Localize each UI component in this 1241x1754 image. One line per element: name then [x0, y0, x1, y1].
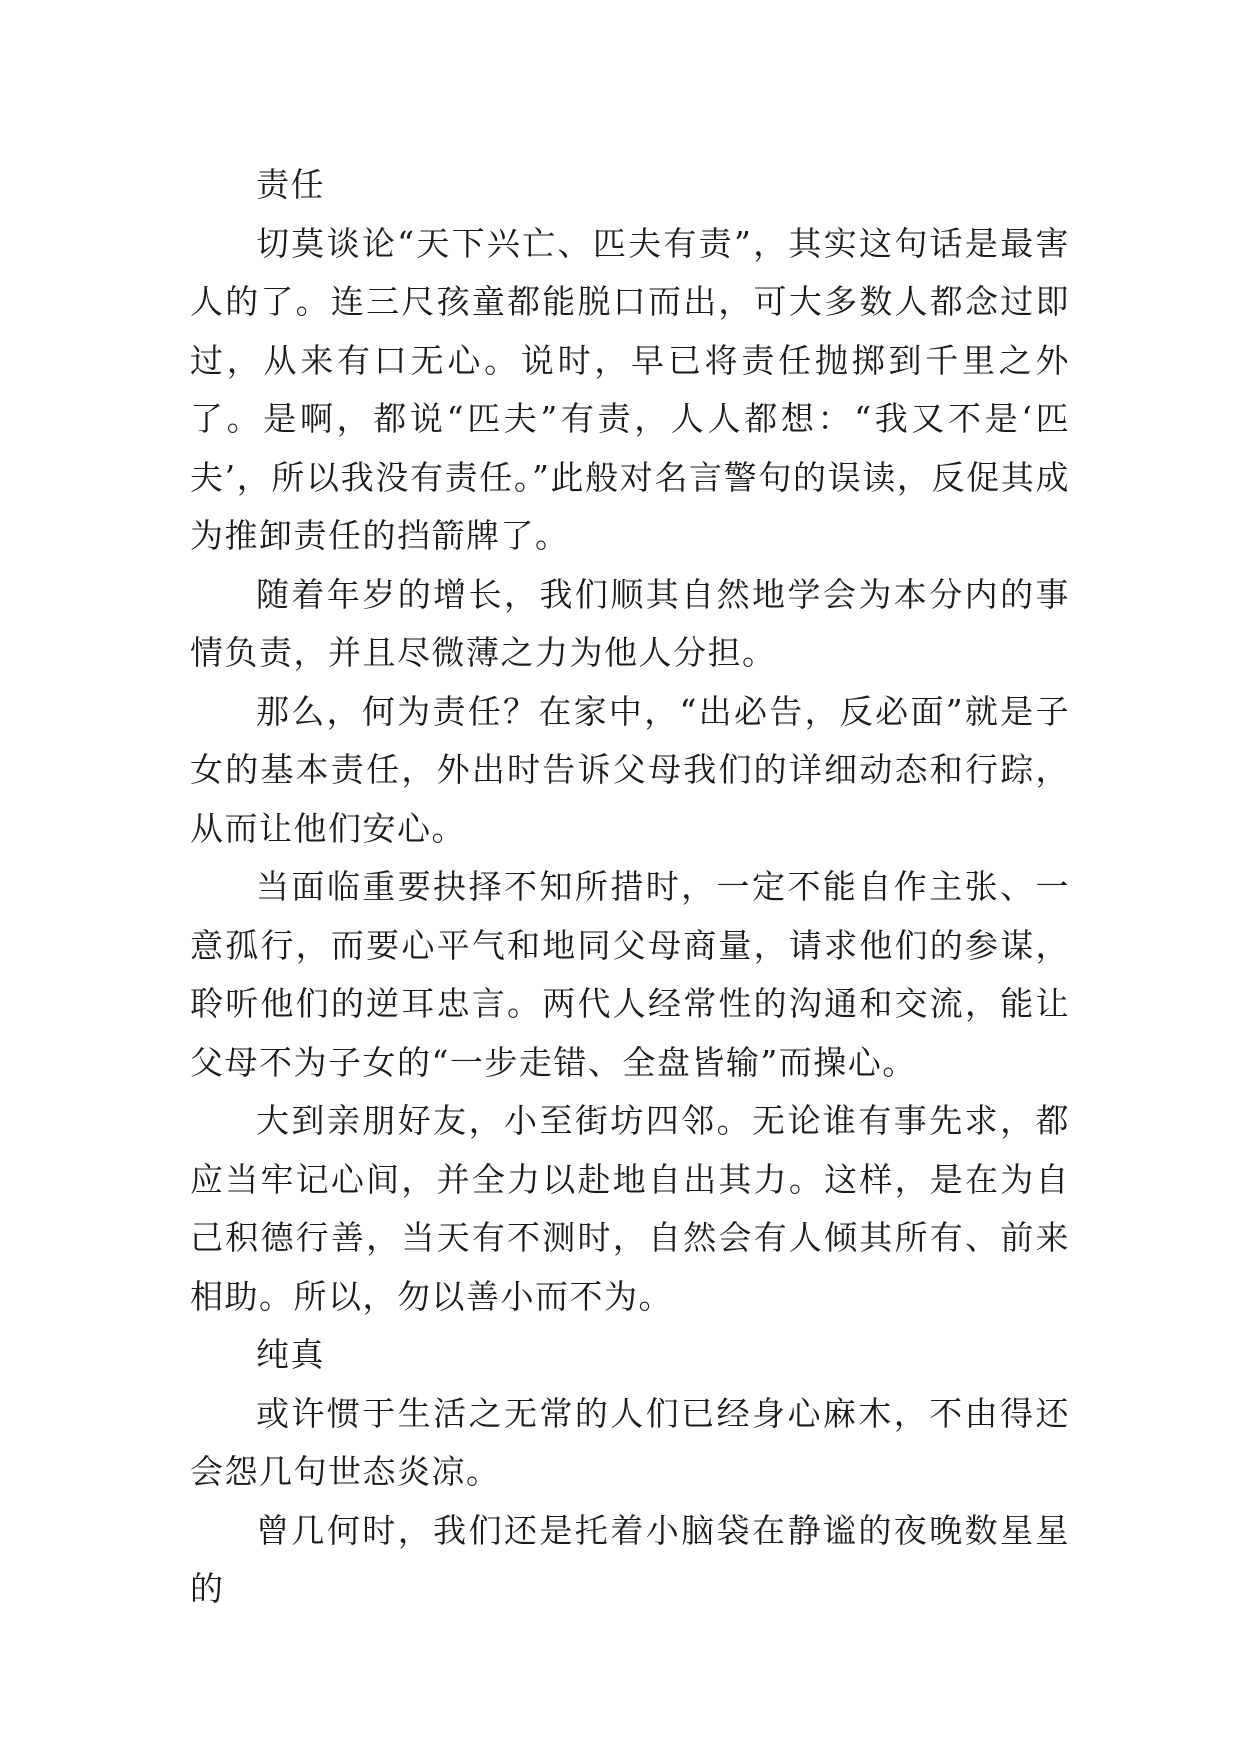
document-page [190, 156, 1070, 1619]
body-paragraph: 当面临重要抉择不知所措时，一定不能自作主张、一意孤行，而要心平气和地同父母商量，请求他们的参谋，聆听他们的逆耳忠言。两代人经常性的沟通和交流，能让父母不为子女的“一步走错、全盘皆输”而操心。 [190, 867, 1070, 1082]
section-heading-innocence: 纯真 [256, 1335, 325, 1374]
body-paragraph: 或许惯于生活之无常的人们已经身心麻木，不由得还会怨几句世态炎凉。 [190, 1393, 1070, 1491]
section-heading-responsibility: 责任 [256, 165, 325, 204]
body-paragraph: 切莫谈论“天下兴亡、匹夫有责”，其实这句话是最害人的了。连三尺孩童都能脱口而出，可大多数人都念过即过，从来有口无心。说时，早已将责任抛掷到千里之外了。是啊，都说“匹夫”有责，人人都想：“我又不是‘匹夫’，所以我没有责任。”此般对名言警句的误读，反促其成为推卸责任的挡箭牌了。 [190, 223, 1070, 555]
body-paragraph: 那么，何为责任？在家中，“出必告，反必面”就是子女的基本责任，外出时告诉父母我们的详细动态和行踪，从而让他们安心。 [190, 691, 1070, 848]
body-paragraph: 大到亲朋好友，小至街坊四邻。无论谁有事先求，都应当牢记心间，并全力以赴地自出其力。这样，是在为自己积德行善，当天有不测时，自然会有人倾其所有、前来相助。所以，勿以善小而不为。 [190, 1101, 1070, 1316]
body-paragraph: 曾几何时，我们还是托着小脑袋在静谧的夜晚数星星的 [190, 1510, 1070, 1608]
body-paragraph: 随着年岁的增长，我们顺其自然地学会为本分内的事情负责，并且尽微薄之力为他人分担。 [190, 574, 1070, 672]
